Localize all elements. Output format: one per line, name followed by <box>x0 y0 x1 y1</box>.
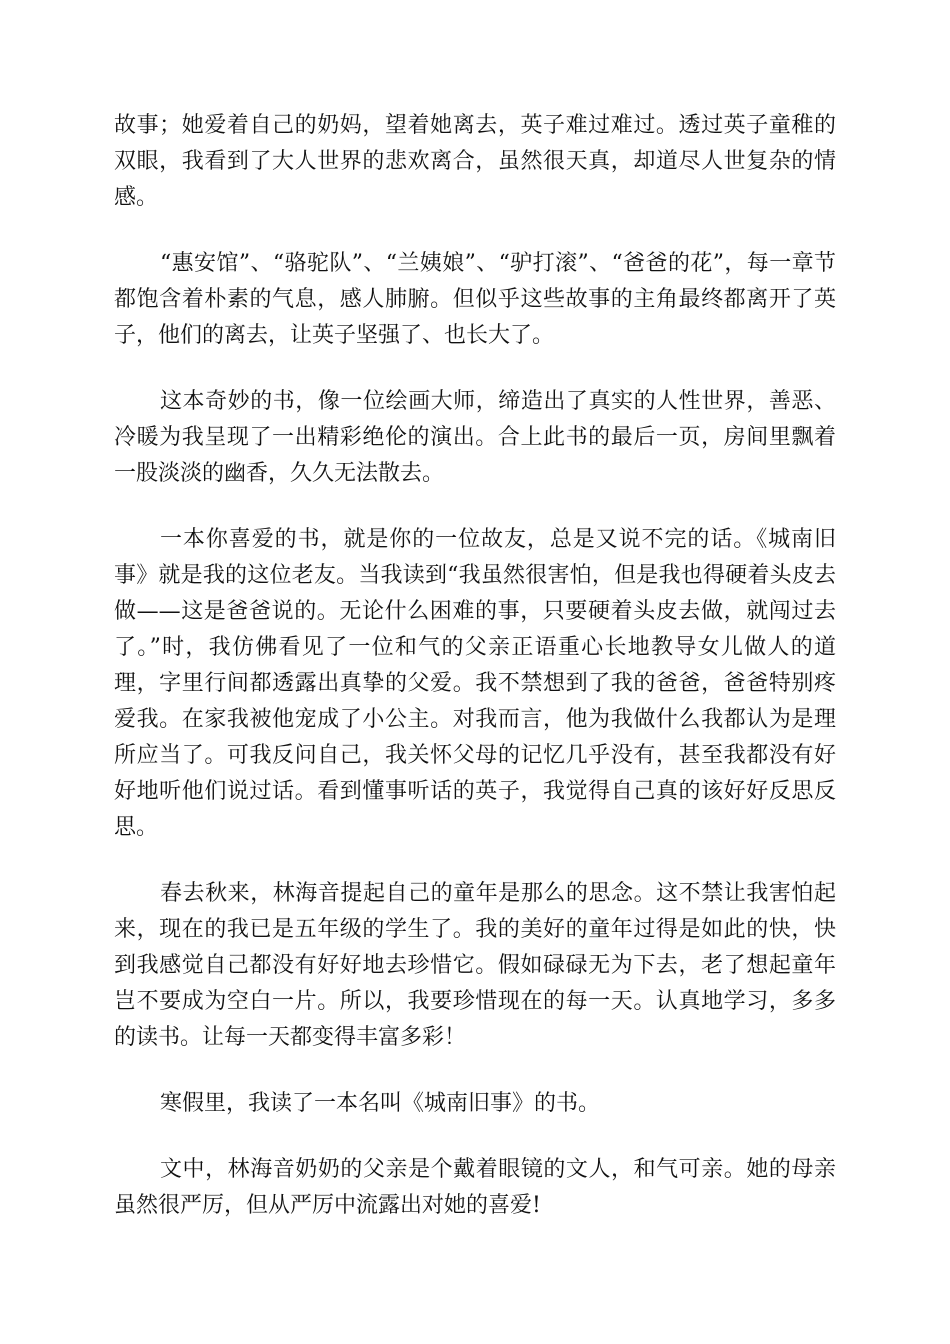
paragraph-3: 这本奇妙的书，像一位绘画大师，缔造出了真实的人性世界，善恶、冷暖为我呈现了一出精彩绝伦的演出。合上此书的最后一页，房间里飘着一股淡淡的幽香，久久无法散去。 <box>114 389 836 486</box>
document-body <box>114 108 836 1254</box>
paragraph-2: “惠安馆”、“骆驼队”、“兰姨娘”、“驴打滚”、“爸爸的花”，每一章节都饱含着朴素的气息，感人肺腑。但似乎这些故事的主角最终都离开了英子，他们的离去，让英子坚强了、也长大了。 <box>114 251 836 348</box>
paragraph-1: 故事；她爱着自己的奶妈，望着她离去，英子难过难过。透过英子童稚的双眼，我看到了大人世界的悲欢离合，虽然很天真，却道尽人世复杂的情感。 <box>114 113 836 210</box>
paragraph-4: 一本你喜爱的书，就是你的一位故友，总是又说不完的话。《城南旧事》就是我的这位老友。当我读到“我虽然很害怕，但是我也得硬着头皮去做——这是爸爸说的。无论什么困难的事，只要硬着头皮去做，就闯过去了。”时，我仿佛看见了一位和气的父亲正语重心长地教导女儿做人的道理，字里行间都透露出真挚的父爱。我不禁想到了我的爸爸，爸爸特别疼爱我。在家我被他宠成了小公主。对我而言，他为我做什么我都认为是理所应当了。可我反问自己，我关怀父母的记忆几乎没有，甚至我都没有好好地听他们说过话。看到懂事听话的英子，我觉得自己真的该好好反思反思。 <box>114 527 836 840</box>
paragraph-6: 寒假里，我读了一本名叫《城南旧事》的书。 <box>160 1091 601 1116</box>
paragraph-7: 文中，林海音奶奶的父亲是个戴着眼镜的文人，和气可亲。她的母亲虽然很严厉，但从严厉中流露出对她的喜爱! <box>114 1157 836 1218</box>
paragraph-5: 春去秋来，林海音提起自己的童年是那么的思念。这不禁让我害怕起来，现在的我已是五年级的学生了。我的美好的童年过得是如此的快，快到我感觉自己都没有好好地去珍惜它。假如碌碌无为下去，老了想起童年岂不要成为空白一片。所以，我要珍惜现在的每一天。认真地学习，多多的读书。让每一天都变得丰富多彩！ <box>114 881 836 1050</box>
